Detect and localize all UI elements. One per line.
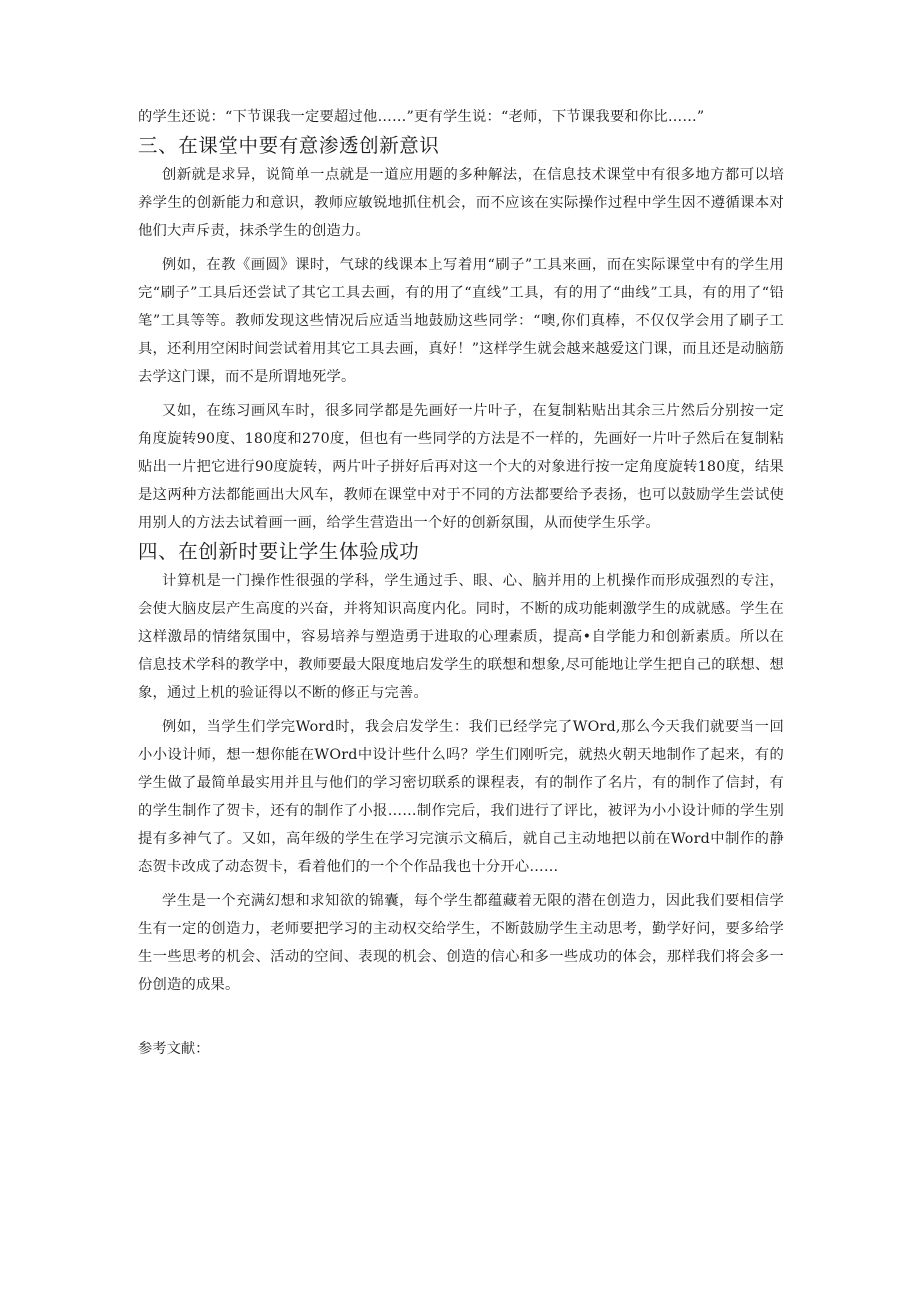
conclusion-paragraph: 学生是一个充满幻想和求知欲的锦囊，每个学生都蕴藏着无限的潜在创造力，因此我们要相信学生有一定的创造力，老师要把学习的主动权交给学生，不断鼓励学生主动思考，勤学好问，要多给学生一些思考的机会、活动的空间、表现的机会、创造的信心和多一些成功的体会，那样我们将会多一份创造的成果。 <box>138 893 784 993</box>
section-3-paragraph-2: 例如，在教《画圆》课时，气球的线课本上写着用“刷子”工具来画，而在实际课堂中有的学生用完“刷子”工具后还尝试了其它工具去画，有的用了“直线”工具，有的用了“曲线”工具，有的用了“铅笔”工具等等。教师发现这些情况后应适当地鼓励这些同学：“噢,你们真棒，不仅仅学会用了刷子工具，还利用空闲时间尝试着用其它工具去画，真好！”这样学生就会越来越爱这门课，而且还是动脑筋去学这门课，而不是所谓地死学。 <box>138 257 784 385</box>
document-page <box>138 103 784 1063</box>
section-3-paragraph-3: 又如，在练习画风车时，很多同学都是先画好一片叶子，在复制粘贴出其余三片然后分别按一定角度旋转90度、180度和270度，但也有一些同学的方法是不一样的，先画好一片叶子然后在复制粘贴出一片把它进行90度旋转，两片叶子拼好后再对这一个大的对象进行按一定角度旋转180度，结果是这两种方法都能画出大风车，教师在课堂中对于不同的方法都要给予表扬，也可以鼓励学生尝试使用别人的方法去试着画一画，给学生营造出一个好的创新氛围，从而使学生乐学。 <box>138 403 784 531</box>
section-4-heading: 四、在创新时要让学生体验成功 <box>138 540 420 563</box>
section-3-paragraph-1: 创新就是求异，说简单一点就是一道应用题的多种解法，在信息技术课堂中有很多地方都可以培养学生的创新能力和意识，教师应敏锐地抓住机会，而不应该在实际操作过程中学生因不遵循课本对他们大声斥责，抹杀学生的创造力。 <box>138 167 784 239</box>
section-4-paragraph-1: 计算机是一门操作性很强的学科，学生通过手、眼、心、脑并用的上机操作而形成强烈的专注，会使大脑皮层产生高度的兴奋，并将知识高度内化。同时，不断的成功能刺激学生的成就感。学生在这样激昂的情绪氛围中，容易培养与塑造勇于进取的心理素质，提高•自学能力和创新素质。所以在信息技术学科的教学中，教师要最大限度地启发学生的联想和想象,尽可能地让学生把自己的联想、想象，通过上机的验证得以不断的修正与完善。 <box>138 573 784 701</box>
references-label: 参考文献： <box>138 1041 210 1057</box>
section-4-paragraph-2: 例如，当学生们学完Word时，我会启发学生：我们已经学完了WOrd,那么今天我们就要当一回小小设计师，想一想你能在WOrd中设计些什么吗？学生们刚听完，就热火朝天地制作了起来，有的学生做了最简单最实用并且与他们的学习密切联系的课程表，有的制作了名片，有的制作了信封，有的学生制作了贺卡，还有的制作了小报……制作完后，我们进行了评比，被评为小小设计师的学生别提有多神气了。又如，高年级的学生在学习完演示文稿后，就自己主动地把以前在Word中制作的静态贺卡改成了动态贺卡，看着他们的一个个作品我也十分开心…… <box>138 719 784 875</box>
lead-fragment: 的学生还说：“下节课我一定要超过他……”更有学生说：“老师，下节课我要和你比……” <box>138 109 705 125</box>
section-3-heading: 三、在课堂中要有意渗透创新意识 <box>138 134 440 157</box>
